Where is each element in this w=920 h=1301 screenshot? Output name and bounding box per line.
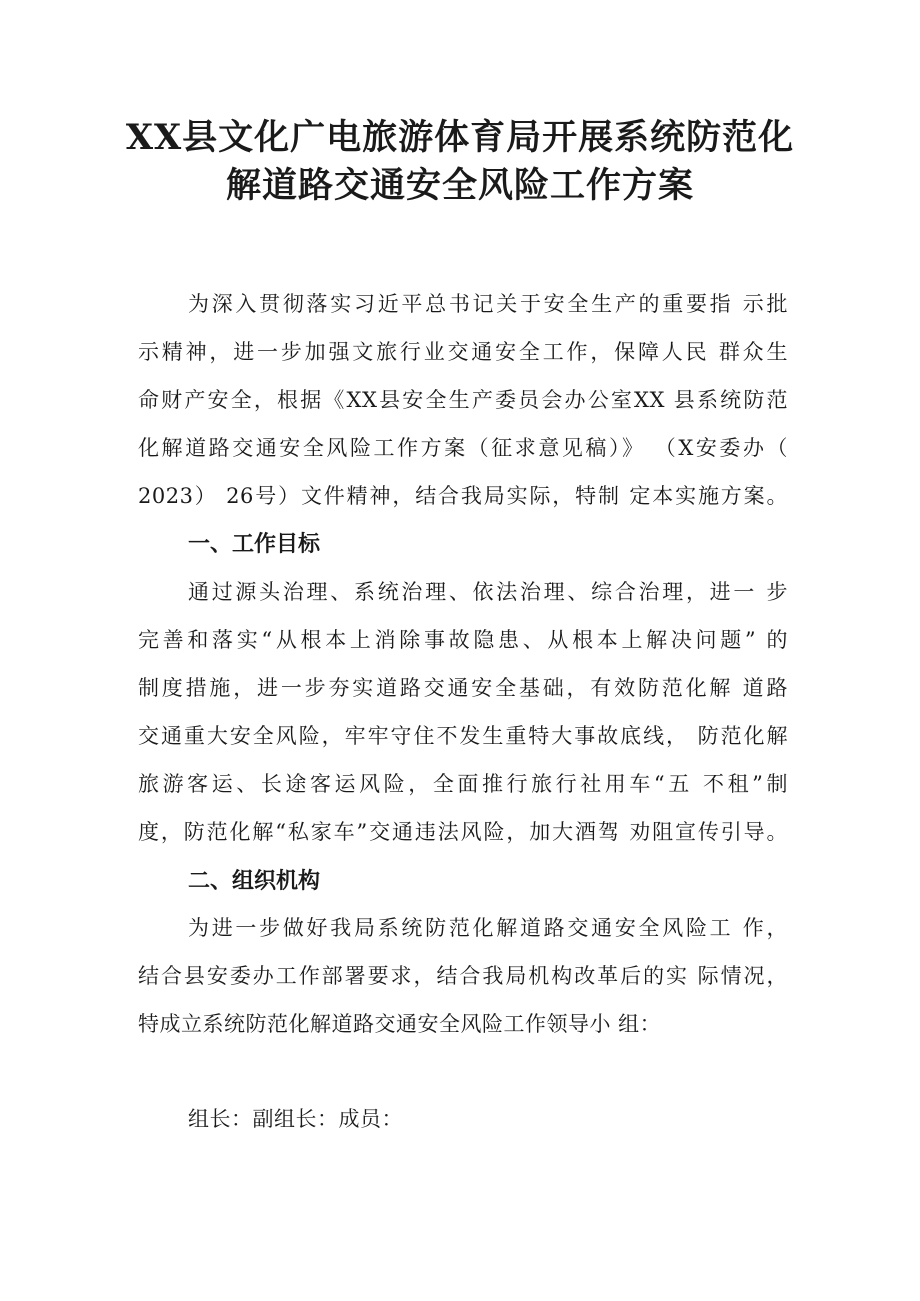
document-title-line-1: XX县文化广电旅游体育局开展系统防范化 xyxy=(125,117,795,158)
section-heading-organization: 二、组织机构 xyxy=(188,869,321,894)
goals-line: 通过源头治理、系统治理、依法治理、综合治理，进一 步 xyxy=(188,580,788,604)
organization-line: 为进一步做好我局系统防范化解道路交通安全风险工 作， xyxy=(188,916,788,940)
intro-line: 2023） 26号）文件精神，结合我局实际，特制 定本实施方案。 xyxy=(138,484,788,508)
intro-line: 命财产安全，根据《XX县安全生产委员会办公室XX 县系统防范 xyxy=(138,388,788,412)
goals-line: 度，防范化解“私家车”交通违法风险，加大酒驾 劝阻宣传引导。 xyxy=(138,820,788,844)
intro-line: 为深入贯彻落实习近平总书记关于安全生产的重要指 示批 xyxy=(188,292,788,316)
goals-line: 交通重大安全风险，牢牢守住不发生重特大事故底线， 防范化解 xyxy=(138,724,788,748)
document-title-line-2: 解道路交通安全风险工作方案 xyxy=(225,165,694,206)
goals-line: 制度措施，进一步夯实道路交通安全基础，有效防范化解 道路 xyxy=(138,676,788,700)
intro-line: 化解道路交通安全风险工作方案（征求意见稿）》 （X安委办（ xyxy=(138,436,788,460)
goals-line: 完善和落实“从根本上消除事故隐患、从根本上解决问题” 的 xyxy=(138,628,788,652)
group-members-line: 组长：副组长：成员： xyxy=(188,1107,403,1131)
organization-line: 特成立系统防范化解道路交通安全风险工作领导小 组： xyxy=(138,1012,662,1036)
intro-line: 示精神，进一步加强文旅行业交通安全工作，保障人民 群众生 xyxy=(138,340,788,364)
goals-line: 旅游客运、长途客运风险，全面推行旅行社用车“五 不租”制 xyxy=(138,772,788,796)
organization-line: 结合县安委办工作部署要求，结合我局机构改革后的实 际情况， xyxy=(138,964,788,988)
section-heading-goals: 一、工作目标 xyxy=(188,532,321,557)
